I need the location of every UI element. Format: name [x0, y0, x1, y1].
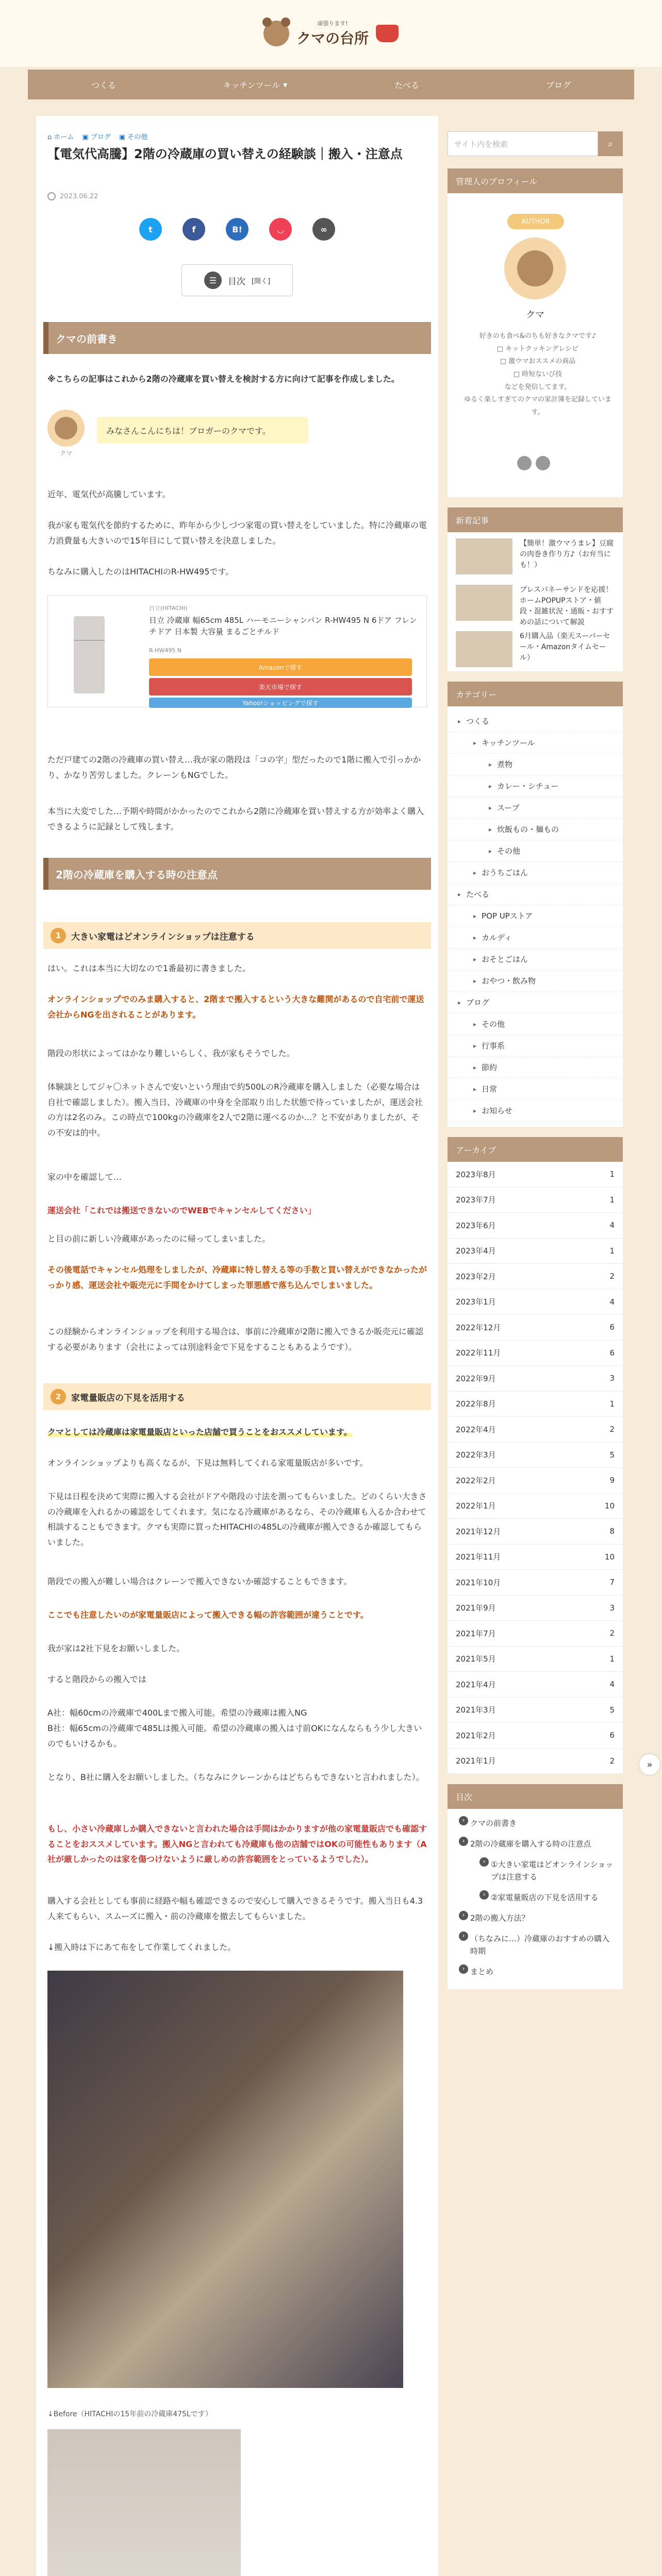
chevron-down-icon: ▾ [283, 79, 288, 90]
chevron-right-icon: ▸ [458, 717, 461, 725]
archive-month: 2021年2月 [456, 1731, 496, 1740]
archive-item[interactable] [448, 1290, 623, 1315]
toc-item[interactable]: › まとめ [448, 1961, 623, 1982]
archive-month: 2021年4月 [456, 1680, 496, 1689]
archive-month: 2023年7月 [456, 1195, 496, 1205]
category-item[interactable] [448, 1035, 623, 1057]
paragraph: B社：幅65cmの冷蔵庫で485Lは搬入可能。希望の冷蔵庫の搬入は寸前OKになんならもう少し大きいのでもいけるかも。 [47, 1723, 422, 1749]
archive-count: 9 [609, 1476, 615, 1485]
category-item[interactable] [448, 1057, 623, 1078]
archive-count: 4 [609, 1680, 615, 1689]
category-label: おそとごはん [482, 955, 528, 964]
archive-count: 1 [609, 1246, 615, 1256]
category-label: POP UPストア [482, 911, 533, 921]
archive-item[interactable] [448, 1392, 623, 1417]
recent-title: プレスパネーサンドを応援！ホームPOPUPストア・値段・混雑状況・通販・おすすめの話について解説 [520, 586, 614, 626]
category-label: 行事系 [482, 1041, 505, 1050]
facebook-icon: f [192, 224, 196, 234]
category-item[interactable] [448, 862, 623, 884]
category-item[interactable] [448, 948, 623, 970]
archive-count: 4 [609, 1221, 615, 1230]
marked-text: クマとしては冷蔵庫は家電量販店といった店舗で買うことをおススメしています。 [47, 1427, 352, 1437]
paragraph: 本当に大変でした…予期や時間がかかったのでこれから2階に冷蔵庫を買い替えする方が効率よく購入できるように記録として残します。 [47, 806, 424, 832]
global-nav [28, 70, 634, 99]
paragraph: 家の中を確認して… [47, 1172, 122, 1182]
chevron-right-icon: ▸ [489, 782, 492, 790]
chevron-right-icon: ▸ [458, 998, 461, 1006]
archive-item[interactable] [448, 1188, 623, 1213]
recent-posts-widget [448, 507, 623, 671]
site-title: クマの台所 [296, 30, 369, 47]
chevron-right-icon: ▸ [489, 847, 492, 855]
profile-widget [448, 168, 623, 497]
archive-month: 2023年1月 [456, 1297, 496, 1307]
site-header [0, 0, 662, 67]
scroll-to-top-button[interactable] [639, 1754, 660, 1775]
category-item[interactable] [448, 905, 623, 927]
archive-count: 2 [609, 1756, 615, 1766]
category-label: カルディ [482, 933, 512, 942]
toc-widget [448, 1784, 623, 1989]
share-hatena-button[interactable] [226, 218, 249, 241]
toc-item[interactable]: › 2階の冷蔵庫を購入する時の注意点 [448, 1834, 623, 1854]
highlight-paragraph: その後電話でキャンセル処理をしましたが、冷蔵庫に特し替える等の手数と買い替えができなかったがっかり感、運送会社や販売元に手間をかけてしまった罪悪感で落ち込んでしまいました。 [47, 1265, 427, 1290]
paragraph: となり、B社に購入をお願いしました。（ちなみにクレーンからはどちらもできないと言われました）。 [47, 1772, 424, 1782]
breadcrumb-blog[interactable] [82, 131, 110, 141]
archive-count: 2 [609, 1272, 615, 1281]
heading-online-shop [43, 922, 431, 949]
recent-title: 【簡単！激ウマうまレ】豆腐の肉巻き作り方♪（お弁当にも！） [520, 539, 614, 569]
clock-icon [47, 192, 56, 200]
archive-count: 8 [609, 1527, 615, 1536]
archive-item[interactable] [448, 1417, 623, 1443]
paragraph: 体験談としてジャ〇ネットさんで安いという理由で約500LのR冷蔵庫を購入しました（必要な場合は自社で確認しました）。搬入当日、冷蔵庫の中身を全部取り出した状態で待っていましたが、運送会社の方は2名のみ。この時点で100kgの冷蔵庫を2人で2階に運べるのか…？と不安がありましたが、その不安は的中。 [47, 1082, 423, 1138]
chevron-right-icon: ▸ [489, 760, 492, 768]
archive-month: 2022年2月 [456, 1476, 496, 1485]
archive-item[interactable] [448, 1239, 623, 1264]
chevron-right-icon: ▸ [458, 890, 461, 898]
folder-icon: ▣ [119, 133, 128, 141]
category-item[interactable] [448, 732, 623, 754]
kuma-avatar [47, 410, 85, 447]
archive-item[interactable] [448, 1443, 623, 1468]
instagram-link-icon[interactable] [536, 456, 550, 470]
chevron-right-icon: ▸ [489, 804, 492, 811]
toc-item[interactable]: › クマの前書き [448, 1813, 623, 1834]
product-name-link[interactable]: 日立 冷蔵庫 幅65cm 485L ハーモニーシャンパン R-HW495 N 6ドア フレンチドア 日本製 大容量 まるごとチルド [149, 616, 417, 636]
article-main [36, 116, 438, 2576]
archive-count: 2 [609, 1425, 615, 1434]
heading-store-survey [43, 1383, 431, 1410]
archive-month: 2022年9月 [456, 1374, 496, 1383]
copy-link-button[interactable] [312, 218, 335, 241]
category-label: カレー・シチュー [497, 782, 559, 791]
archive-item[interactable] [448, 1647, 623, 1672]
recent-post[interactable] [448, 579, 623, 625]
archive-count: 10 [604, 1552, 615, 1562]
archive-item[interactable] [448, 1570, 623, 1596]
category-item[interactable] [448, 992, 623, 1013]
hatena-icon: B! [232, 224, 242, 234]
rakuten-button[interactable]: 楽天市場で探す [149, 678, 412, 696]
archive-month: 2021年10月 [456, 1578, 501, 1587]
archive-count: 3 [609, 1374, 615, 1383]
archive-count: 2 [609, 1629, 615, 1638]
archive-month: 2022年8月 [456, 1399, 496, 1409]
paragraph: A社：幅60cmの冷蔵庫で400Lまで搬入可能。希望の冷蔵庫は搬入NG [47, 1708, 307, 1718]
pot-icon [376, 25, 399, 42]
archive-count: 7 [609, 1578, 615, 1587]
archive-count: 1 [609, 1654, 615, 1664]
paragraph: 我が家は2社下見をお願いしました。 [47, 1643, 185, 1653]
archive-month: 2022年1月 [456, 1501, 496, 1511]
archive-month: 2021年5月 [456, 1654, 496, 1664]
search-icon: ⌕ [607, 138, 614, 149]
breadcrumb-other[interactable] [119, 131, 147, 141]
folder-icon: ▣ [82, 133, 91, 141]
category-label: お知らせ [482, 1106, 512, 1115]
archive-item[interactable] [448, 1519, 623, 1545]
home-link-icon[interactable] [517, 456, 532, 470]
archive-month: 2021年7月 [456, 1629, 496, 1638]
double-chevron-up-icon: » [647, 1759, 653, 1770]
article-title: 【電気代高騰】2階の冷蔵庫の買い替えの経験談｜搬入・注意点 [47, 147, 403, 161]
archive-month: 2022年3月 [456, 1450, 496, 1460]
share-twitter-button[interactable] [139, 218, 162, 241]
paragraph: 近年、電気代が高騰しています。 [47, 489, 171, 499]
archive-item[interactable] [448, 1494, 623, 1519]
highlight-paragraph: ここでも注意したいのが家電量販店によって搬入できる幅の許容範囲が違うことです。 [47, 1610, 369, 1620]
category-label: おうちごはん [482, 868, 528, 877]
archive-item[interactable] [448, 1366, 623, 1392]
archive-item[interactable] [448, 1621, 623, 1647]
profile-description: 好きのも食べ&のちも好きなクマです♪ □ キットクッキングレシピ □ 激ウマおススメの商品 □ 時短ないび技 などを発信してます。 ゆるく楽しすぎてのクマの家計簿を記録しています。 [464, 332, 611, 417]
photo-caption: ↓Before（HITACHIの15年前の冷蔵庫475Lです） [47, 2410, 212, 2418]
chevron-right-icon: ▸ [473, 1063, 477, 1071]
site-tagline: 頑張ります! [317, 20, 348, 27]
category-item[interactable] [448, 775, 623, 797]
widget-header: 管理人のプロフィール [448, 168, 623, 193]
archive-item[interactable] [448, 1672, 623, 1698]
profile-social-links [517, 456, 550, 470]
breadcrumb [47, 131, 147, 141]
toc-item[interactable]: › 2階の搬入方法？ [448, 1908, 623, 1928]
breadcrumb-label: ホーム [54, 133, 74, 141]
chevron-right-icon: ▸ [473, 912, 477, 920]
product-card [47, 595, 427, 707]
category-label: 日常 [482, 1084, 498, 1094]
paragraph: 下見は日程を決めて実際に搬入する会社がドアや階段の寸法を測ってもらいました。どのくらい大きさの冷蔵庫を入れるかの確認をしてくれます。気になる冷蔵庫があるなら、その冷蔵庫も入るか合わせて相談することもできます。クマも実際に買ったHITACHIの485Lの冷蔵庫が搬入できるか確認してもらいました。 [47, 1492, 427, 1547]
speech-text: みなさんこんにちは！ブロガーのクマです。 [97, 417, 308, 444]
paragraph: 我が家も電気代を節約するために、昨年から少しづつ家電の買い替えをしていました。特に冷蔵庫の電力消費量も大きいので15年目にして買い替えを決意しました。 [47, 520, 427, 546]
recent-thumbnail [456, 631, 512, 667]
breadcrumb-home[interactable] [47, 131, 74, 141]
nav-label: つくる [91, 80, 116, 90]
yahoo-button[interactable]: Yahoo!ショッピングで探す [149, 698, 412, 708]
toc-item[interactable]: › ①大きい家電はどオンラインショップは注意する [448, 1854, 623, 1887]
chevron-right-icon: ▸ [473, 934, 477, 941]
chevron-right-icon: ▸ [473, 955, 477, 963]
chevron-right-icon: ▸ [473, 1107, 477, 1114]
nav-item-tsukuru[interactable] [28, 70, 179, 99]
category-label: たべる [466, 890, 490, 899]
category-item[interactable] [448, 927, 623, 948]
paragraph: 階段の形状によってはかなり難しいらしく、我が家もそうでした。 [47, 1048, 295, 1058]
heading-preface: クマの前書き [43, 322, 431, 354]
archive-item[interactable] [448, 1545, 623, 1570]
paragraph: ただ戸建ての2階の冷蔵庫の買い替え…我が家の階段は「コの字」型だったので1階に搬入で引っかかり、かなり苦労しました。クレーンもNGでした。 [47, 755, 421, 780]
archive-item[interactable] [448, 1213, 623, 1239]
category-label: 炊飯もの・麺もの [497, 825, 559, 834]
archive-count: 6 [609, 1348, 615, 1358]
nav-label: キッチンツール [223, 80, 280, 90]
archive-widget [448, 1137, 623, 1774]
fridge-image[interactable] [74, 616, 105, 693]
recent-thumbnail [456, 538, 512, 574]
archive-count: 6 [609, 1323, 615, 1332]
number-badge: 2 [51, 1389, 66, 1404]
home-icon: ⌂ [47, 133, 54, 141]
category-item[interactable] [448, 840, 623, 862]
share-pocket-button[interactable] [269, 218, 292, 241]
recent-post[interactable] [448, 625, 623, 671]
breadcrumb-label: その他 [127, 133, 148, 141]
twitter-icon: t [148, 224, 153, 234]
search-input[interactable]: サイト内を検索 [448, 131, 598, 156]
profile-avatar [504, 238, 566, 299]
paragraph: はい。これは本当に大切なので1番最初に書きました。 [47, 963, 251, 973]
archive-count: 1 [609, 1399, 615, 1409]
nav-item-taberu[interactable] [331, 70, 483, 99]
recent-post[interactable] [448, 532, 623, 579]
archive-item[interactable] [448, 1596, 623, 1621]
category-label: ブログ [466, 998, 490, 1007]
nav-label: ブログ [545, 80, 571, 90]
post-date-text: 2023.06.22 [60, 192, 98, 200]
category-item[interactable] [448, 754, 623, 775]
archive-item[interactable] [448, 1264, 623, 1290]
paragraph: ちなみに購入したのはHITACHIのR-HW495です。 [47, 567, 234, 577]
archive-item[interactable] [448, 1698, 623, 1723]
archive-item[interactable] [448, 1468, 623, 1494]
widget-header: 新着記事 [448, 507, 623, 532]
highlight-paragraph: もし、小さい冷蔵庫しか購入できないと言われた場合は手間はかかりますが他の家電量販店でも確認することをおススメしています。搬入NGと言われても冷蔵庫も他の店舗ではOKの可能性もあります（A社が厳しかったのは家を傷つけないように厳しめの許容範囲をとっているようでした）。 [47, 1824, 427, 1865]
post-date [47, 192, 98, 200]
archive-month: 2022年4月 [456, 1425, 496, 1434]
number-badge: 1 [51, 928, 66, 943]
archive-item[interactable] [448, 1162, 623, 1188]
paragraph: と目の前に新しい冷蔵庫があったのに帰ってしまいました。 [47, 1234, 270, 1244]
widget-header: 目次 [448, 1784, 623, 1809]
bear-face-icon [55, 417, 77, 439]
archive-month: 2021年3月 [456, 1705, 496, 1715]
archive-item[interactable] [448, 1341, 623, 1366]
sidebar [448, 116, 623, 1989]
category-item[interactable] [448, 710, 623, 732]
site-logo[interactable] [263, 19, 399, 48]
toc-toggle-button[interactable] [181, 264, 293, 296]
heading-cautions: 2階の冷蔵庫を購入する時の注意点 [43, 858, 431, 890]
archive-list [448, 1162, 623, 1774]
chevron-right-icon: ▸ [489, 825, 492, 833]
toc-item[interactable]: › ②家電量販店の下見を活用する [448, 1887, 623, 1908]
widget-header: カテゴリー [448, 682, 623, 706]
archive-count: 4 [609, 1297, 615, 1307]
toc-list [448, 1809, 623, 1982]
archive-month: 2022年11月 [456, 1348, 501, 1358]
category-item[interactable] [448, 819, 623, 840]
paragraph: すると階段からの搬入では [47, 1674, 147, 1684]
archive-month: 2021年9月 [456, 1603, 496, 1613]
bear-logo-icon [263, 21, 289, 46]
toc-label: 目次 [227, 276, 245, 287]
archive-item[interactable] [448, 1749, 623, 1774]
toc-item[interactable]: › （ちなみに…）冷蔵庫のおすすめの購入時期 [448, 1928, 623, 1961]
category-label: 節約 [482, 1063, 498, 1072]
pocket-icon: ◡ [277, 224, 284, 234]
quote-paragraph: 運送会社「これでは搬送できないのでWEBでキャンセルしてください」 [47, 1206, 316, 1215]
chevron-right-icon: ▸ [473, 1020, 477, 1028]
list-icon: ☰ [204, 272, 222, 289]
widget-header: アーカイブ [448, 1137, 623, 1162]
product-brand: 日立(HITACHI) [149, 605, 188, 612]
category-item[interactable] [448, 1078, 623, 1100]
heading-text: 家電量販店の下見を活用する [71, 1393, 185, 1403]
category-label: その他 [497, 846, 521, 856]
share-facebook-button[interactable] [183, 218, 205, 241]
chevron-right-icon: ▸ [473, 1042, 477, 1049]
category-item[interactable] [448, 797, 623, 819]
paragraph: オンラインショップよりも高くなるが、下見は無料してくれる家電量販店が多いです。 [47, 1458, 368, 1468]
chevron-right-icon: ▸ [473, 977, 477, 985]
archive-count: 6 [609, 1731, 615, 1740]
share-buttons [36, 218, 438, 241]
recent-title: 6月購入品（楽天スーパーセール・Amazonタイムセール） [520, 632, 610, 662]
archive-count: 1 [609, 1170, 615, 1179]
archive-month: 2022年12月 [456, 1323, 501, 1332]
category-widget [448, 682, 623, 1127]
archive-count: 5 [609, 1450, 615, 1460]
category-label: その他 [482, 1020, 505, 1029]
archive-count: 10 [604, 1501, 615, 1511]
search-button[interactable] [598, 131, 623, 156]
archive-month: 2021年11月 [456, 1552, 501, 1562]
category-item[interactable] [448, 884, 623, 905]
category-label: つくる [466, 717, 490, 726]
category-label: スープ [497, 803, 520, 812]
search-form [448, 131, 623, 158]
speaker-name: クマ [59, 450, 72, 457]
category-item[interactable] [448, 1100, 623, 1122]
toc-toggle-text: [開く] [251, 277, 271, 285]
category-label: 煮物 [497, 760, 513, 769]
archive-count: 1 [609, 1195, 615, 1205]
nav-item-blog[interactable] [483, 70, 634, 99]
recent-thumbnail [456, 585, 512, 621]
paragraph: 購入する会社としても事前に経路や幅も確認できるので安心して購入できるそうです。搬入当日も4.3人来てもらい、スムーズに搬入・前の冷蔵庫を撤去してもらいました。 [47, 1896, 423, 1921]
link-icon: ∞ [320, 224, 327, 234]
archive-count: 5 [609, 1705, 615, 1715]
chevron-right-icon: ▸ [473, 739, 477, 747]
paragraph [47, 1425, 427, 1440]
archive-month: 2023年4月 [456, 1246, 496, 1256]
category-label: おやつ・飲み物 [482, 976, 536, 986]
archive-count: 3 [609, 1603, 615, 1613]
paragraph: ↓搬入時は下にあて布をして作業してくれました。 [47, 1942, 236, 1952]
product-model: R-HW495 N [149, 647, 182, 654]
archive-month: 2023年2月 [456, 1272, 496, 1281]
archive-item[interactable] [448, 1315, 623, 1341]
intro-note: ※こちらの記事はこれから2階の冷蔵庫を買い替えを検討する方に向けて記事を作成しました。 [47, 374, 400, 384]
nav-label: たべる [394, 80, 419, 90]
amazon-button[interactable]: Amazonで探す [149, 658, 412, 676]
archive-month: 2023年6月 [456, 1221, 496, 1230]
chevron-right-icon: ▸ [473, 869, 477, 876]
old-fridge-photo [47, 2429, 241, 2576]
heading-text: 大きい家電はどオンラインショップは注意する [71, 931, 255, 942]
paragraph: 階段での搬入が難しい場合はクレーンで搬入できないか確認することもできます。 [47, 1577, 352, 1586]
paragraph: この経験からオンラインショップを利用する場合は、事前に冷蔵庫が2階に搬入できるか販売元に確認する必要があります（会社によっては別途料金で下見をすることもあるようです）。 [47, 1327, 423, 1352]
highlight-paragraph: オンラインショップでのみま購入すると、2階まで搬入するという大きな難関があるので自宅前で運送会社からNGを出されることがあります。 [47, 994, 424, 1020]
speech-balloon [47, 410, 427, 461]
archive-month: 2023年8月 [456, 1170, 496, 1179]
archive-item[interactable] [448, 1723, 623, 1749]
category-list [448, 706, 623, 1127]
category-label: キッチンツール [482, 738, 535, 748]
category-item[interactable] [448, 1013, 623, 1035]
breadcrumb-label: ブログ [90, 133, 111, 141]
chevron-right-icon: ▸ [473, 1085, 477, 1093]
stairs-photo [47, 1971, 403, 2388]
author-badge: AUTHOR [507, 214, 564, 229]
nav-item-kitchen-tools[interactable] [179, 70, 331, 99]
archive-month: 2021年12月 [456, 1527, 501, 1536]
bear-face-icon [517, 250, 553, 286]
category-item[interactable] [448, 970, 623, 992]
archive-month: 2021年1月 [456, 1756, 496, 1766]
profile-name: クマ [526, 310, 544, 320]
